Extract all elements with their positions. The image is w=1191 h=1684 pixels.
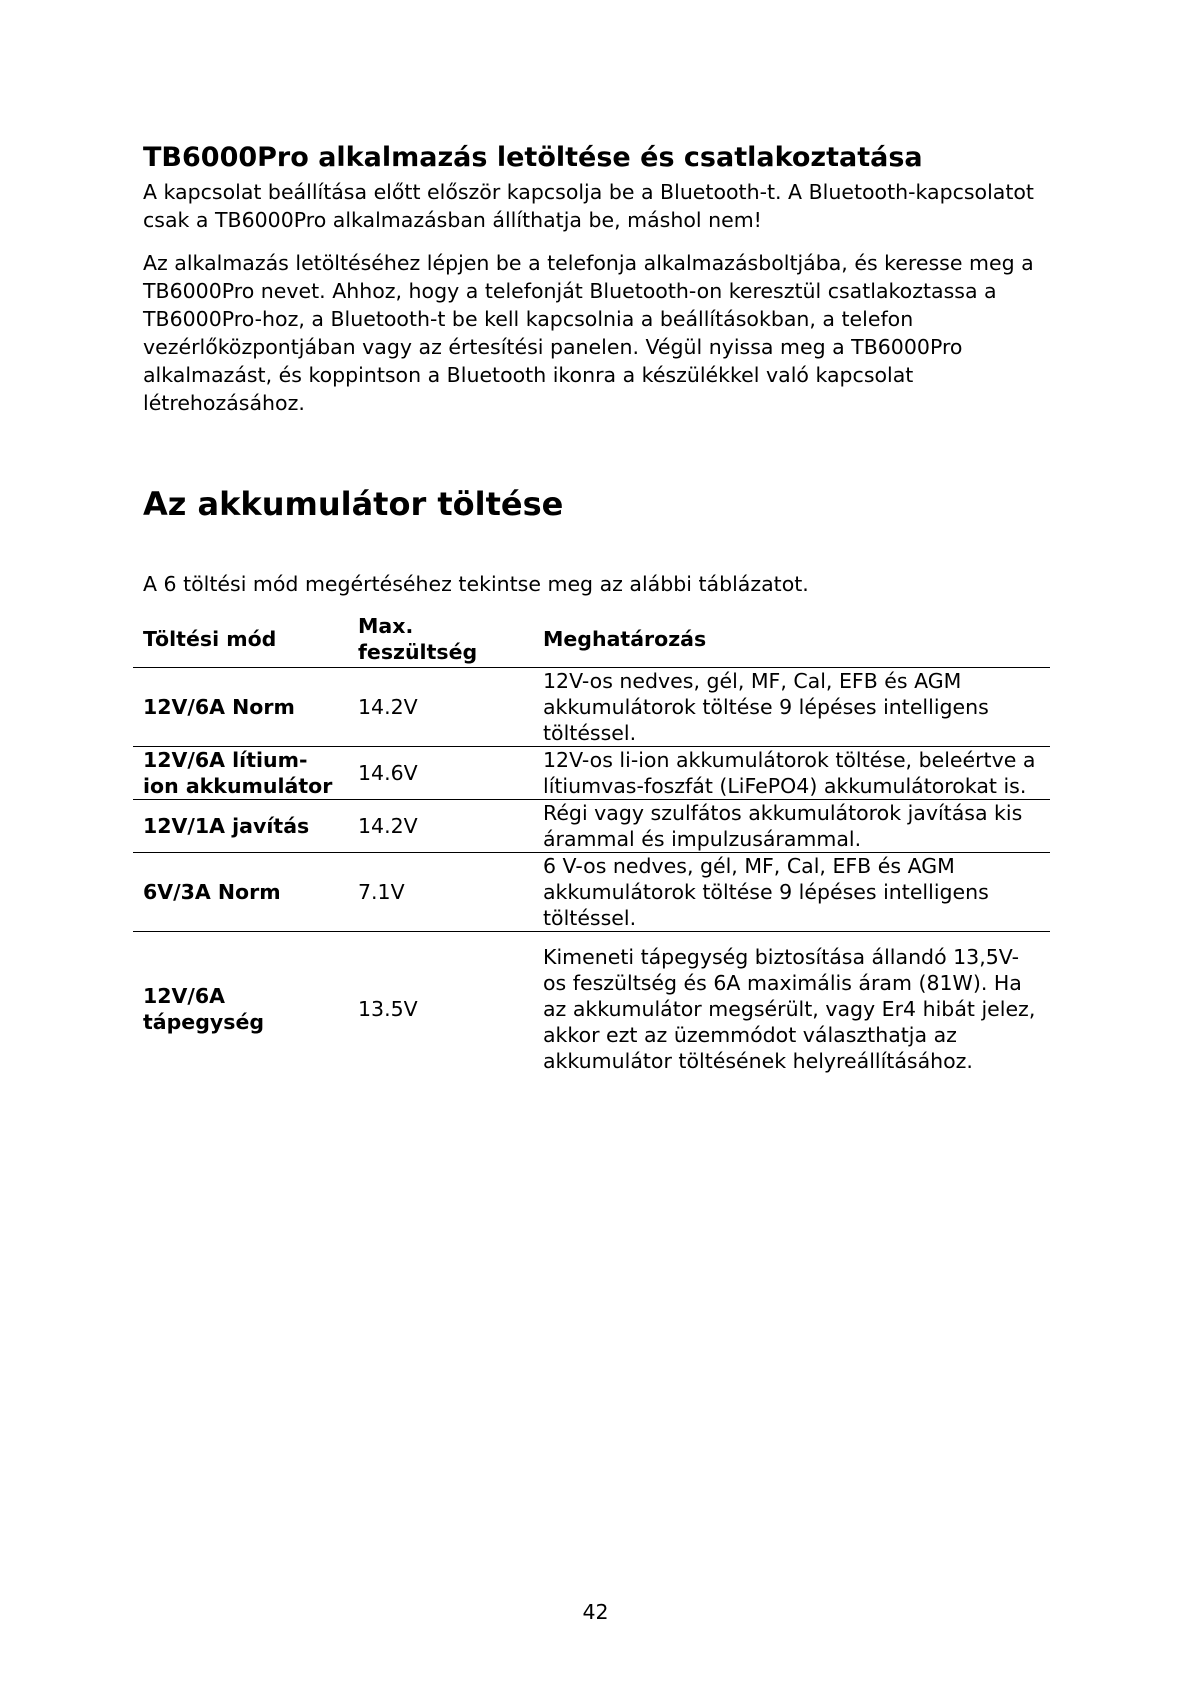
mode-cell: 12V/6A tápegység xyxy=(133,932,348,1087)
voltage-cell: 14.2V xyxy=(348,800,533,853)
mode-cell: 12V/6A lítium-ion akkumulátor xyxy=(133,747,348,800)
table-header-row xyxy=(133,611,1050,668)
charging-modes-table xyxy=(133,611,1050,1087)
description-cell: 12V-os nedves, gél, MF, Cal, EFB és AGM akkumulátorok töltése 9 lépéses intelligens töltéssel. xyxy=(533,668,1050,747)
section-title-app: TB6000Pro alkalmazás letöltése és csatlakoztatása xyxy=(143,142,923,173)
section-title-charging: Az akkumulátor töltése xyxy=(143,485,564,523)
table-row xyxy=(133,800,1050,853)
page-number: 42 xyxy=(582,1600,609,1624)
paragraph-bluetooth-note: A kapcsolat beállítása előtt először kapcsolja be a Bluetooth-t. A Bluetooth-kapcsolatot csak a TB6000Pro alkalmazásban állíthatja be, máshol nem! xyxy=(143,180,1034,232)
description-cell: 12V-os li-ion akkumulátorok töltése, beleértve a lítiumvas-foszfát (LiFePO4) akkumulátorokat is. xyxy=(533,747,1050,800)
voltage-cell: 13.5V xyxy=(348,932,533,1087)
table-row xyxy=(133,668,1050,747)
mode-cell: 12V/1A javítás xyxy=(133,800,348,853)
voltage-cell: 14.2V xyxy=(348,668,533,747)
table-row xyxy=(133,747,1050,800)
table-row xyxy=(133,932,1050,1087)
mode-cell: 6V/3A Norm xyxy=(133,853,348,932)
voltage-cell: 7.1V xyxy=(348,853,533,932)
description-cell: Kimeneti tápegység biztosítása állandó 13,5V-os feszültség és 6A maximális áram (81W). Ha az akkumulátor megsérült, vagy Er4 hibát jelez, akkor ezt az üzemmódot választhatja az akkumulátor töltésének helyreállításához. xyxy=(533,932,1050,1087)
voltage-cell: 14.6V xyxy=(348,747,533,800)
description-cell: Régi vagy szulfátos akkumulátorok javítása kis árammal és impulzusárammal. xyxy=(533,800,1050,853)
header-voltage: Max. feszültség xyxy=(358,614,478,664)
description-cell: 6 V-os nedves, gél, MF, Cal, EFB és AGM akkumulátorok töltése 9 lépéses intelligens töltéssel. xyxy=(533,853,1050,932)
paragraph-table-intro: A 6 töltési mód megértéséhez tekintse meg az alábbi táblázatot. xyxy=(143,572,809,596)
mode-cell: 12V/6A Norm xyxy=(133,668,348,747)
header-definition: Meghatározás xyxy=(543,627,707,651)
paragraph-app-download: Az alkalmazás letöltéséhez lépjen be a telefonja alkalmazásboltjába, és keresse meg a TB6000Pro nevet. Ahhoz, hogy a telefonját Bluetooth-on keresztül csatlakoztassa a TB6000Pro-hoz, a Bluetooth-t be kell kapcsolnia a beállításokban, a telefon vezérlőközpontjában vagy az értesítési panelen. Végül nyissa meg a TB6000Pro alkalmazást, és koppintson a Bluetooth ikonra a készülékkel való kapcsolat létrehozásához. xyxy=(143,251,1034,415)
table-row xyxy=(133,853,1050,932)
header-mode: Töltési mód xyxy=(143,627,277,651)
